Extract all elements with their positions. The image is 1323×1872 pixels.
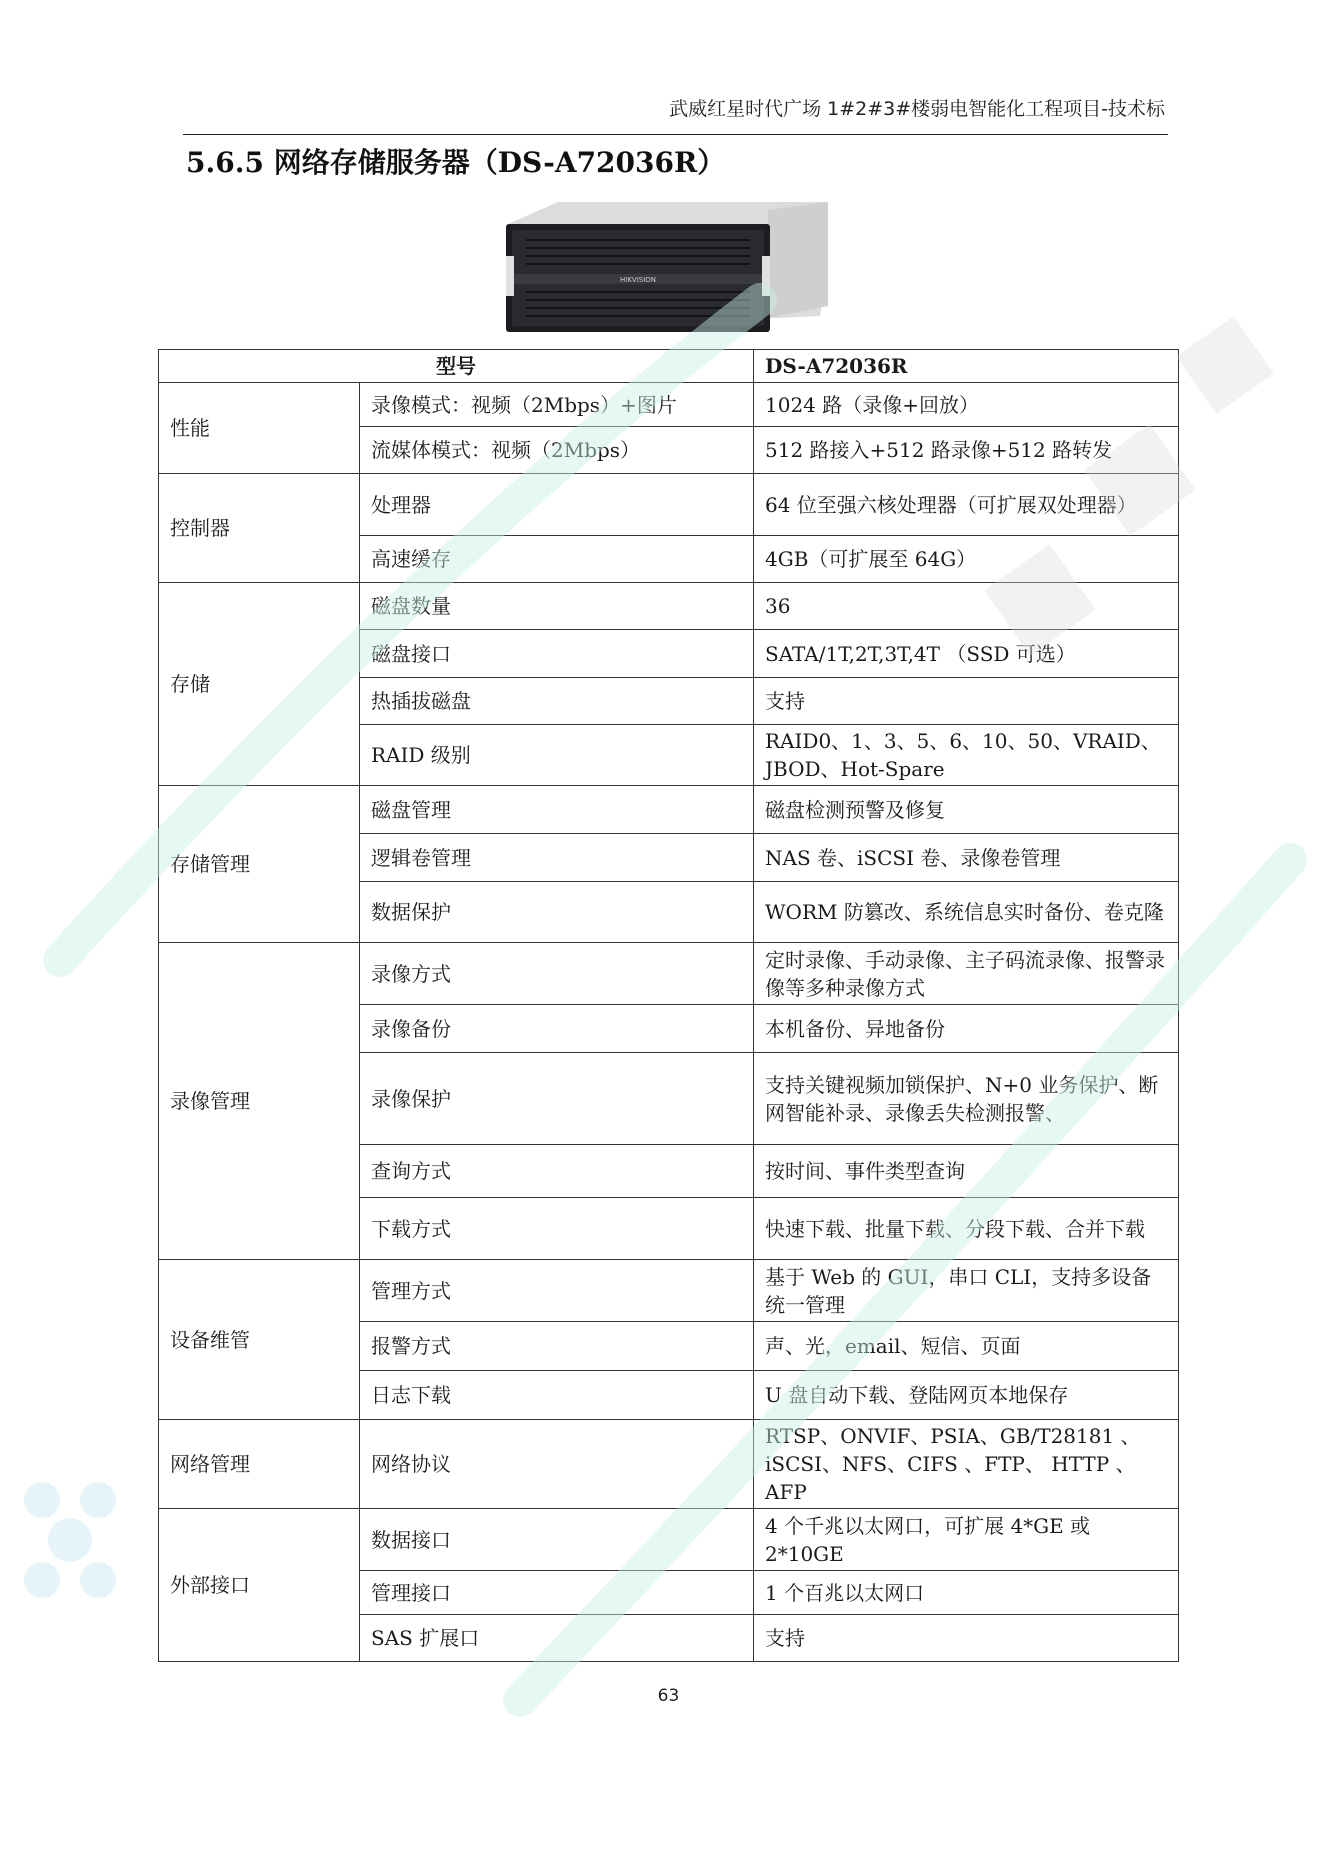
table-row [159,943,1179,1005]
page-number: 63 [657,1686,680,1706]
table-row [159,1509,1179,1571]
category-cell: 录像管理 [159,943,360,1260]
value-cell: 512 路接入+512 路录像+512 路转发 [754,427,1179,474]
spec-table [158,349,1179,1662]
value-cell: 磁盘检测预警及修复 [754,786,1179,834]
value-cell: 基于 Web 的 GUI，串口 CLI，支持多设备统一管理 [754,1260,1179,1322]
table-row [159,1260,1179,1322]
value-cell: 支持 [754,1615,1179,1662]
brand-logo: HIKVISION [619,276,657,284]
item-cell: 热插拔磁盘 [360,678,754,725]
value-cell: 64 位至强六核处理器（可扩展双处理器） [754,474,1179,536]
category-cell: 存储管理 [159,786,360,943]
item-cell: SAS 扩展口 [360,1615,754,1662]
category-cell: 控制器 [159,474,360,583]
value-cell: WORM 防篡改、系统信息实时备份、卷克隆 [754,882,1179,943]
category-cell: 设备维管 [159,1260,360,1420]
item-cell: 录像备份 [360,1005,754,1053]
item-cell: 查询方式 [360,1145,754,1198]
value-cell: 支持关键视频加锁保护、N+0 业务保护、断网智能补录、录像丢失检测报警、 [754,1053,1179,1145]
section-title: 5.6.5 网络存储服务器（DS-A72036R） [186,146,726,179]
product-image [498,196,838,346]
item-cell: 下载方式 [360,1198,754,1260]
value-cell: 1024 路（录像+回放） [754,383,1179,427]
value-cell: 声、光，email、短信、页面 [754,1322,1179,1371]
item-cell: 磁盘接口 [360,630,754,678]
item-cell: 数据接口 [360,1509,754,1571]
value-cell: U 盘自动下载、登陆网页本地保存 [754,1371,1179,1420]
page-header: 武威红星时代广场 1#2#3#楼弱电智能化工程项目-技术标 [669,98,1165,120]
item-cell: 网络协议 [360,1420,754,1509]
item-cell: 报警方式 [360,1322,754,1371]
value-cell: NAS 卷、iSCSI 卷、录像卷管理 [754,834,1179,882]
model-label: 型号 [159,350,754,383]
table-row [159,383,1179,427]
item-cell: 磁盘数量 [360,583,754,630]
value-cell: 36 [754,583,1179,630]
item-cell: 磁盘管理 [360,786,754,834]
item-cell: 日志下载 [360,1371,754,1420]
category-cell: 性能 [159,383,360,474]
value-cell: 支持 [754,678,1179,725]
item-cell: 高速缓存 [360,536,754,583]
item-cell: 处理器 [360,474,754,536]
item-cell: RAID 级别 [360,725,754,786]
value-cell: 1 个百兆以太网口 [754,1571,1179,1615]
table-row [159,1420,1179,1509]
category-cell: 网络管理 [159,1420,360,1509]
item-cell: 数据保护 [360,882,754,943]
item-cell: 录像方式 [360,943,754,1005]
item-cell: 录像保护 [360,1053,754,1145]
table-row [159,583,1179,630]
value-cell: SATA/1T,2T,3T,4T （SSD 可选） [754,630,1179,678]
item-cell: 管理方式 [360,1260,754,1322]
value-cell: RAID0、1、3、5、6、10、50、VRAID、JBOD、Hot-Spare [754,725,1179,786]
header-divider [183,134,1168,135]
item-cell: 录像模式：视频（2Mbps）+图片 [360,383,754,427]
item-cell: 流媒体模式：视频（2Mbps） [360,427,754,474]
value-cell: 4 个千兆以太网口，可扩展 4*GE 或 2*10GE [754,1509,1179,1571]
table-header-row [159,350,1179,383]
model-value: DS-A72036R [754,350,1179,383]
value-cell: 快速下载、批量下载、分段下载、合并下载 [754,1198,1179,1260]
watermark-flower-icon [24,1482,116,1598]
value-cell: 4GB（可扩展至 64G） [754,536,1179,583]
category-cell: 外部接口 [159,1509,360,1662]
value-cell: RTSP、ONVIF、PSIA、GB/T28181 、iSCSI、NFS、CIFS 、FTP、 HTTP 、AFP [754,1420,1179,1509]
category-cell: 存储 [159,583,360,786]
item-cell: 逻辑卷管理 [360,834,754,882]
value-cell: 定时录像、手动录像、主子码流录像、报警录像等多种录像方式 [754,943,1179,1005]
value-cell: 本机备份、异地备份 [754,1005,1179,1053]
item-cell: 管理接口 [360,1571,754,1615]
table-row [159,474,1179,536]
value-cell: 按时间、事件类型查询 [754,1145,1179,1198]
table-row [159,786,1179,834]
